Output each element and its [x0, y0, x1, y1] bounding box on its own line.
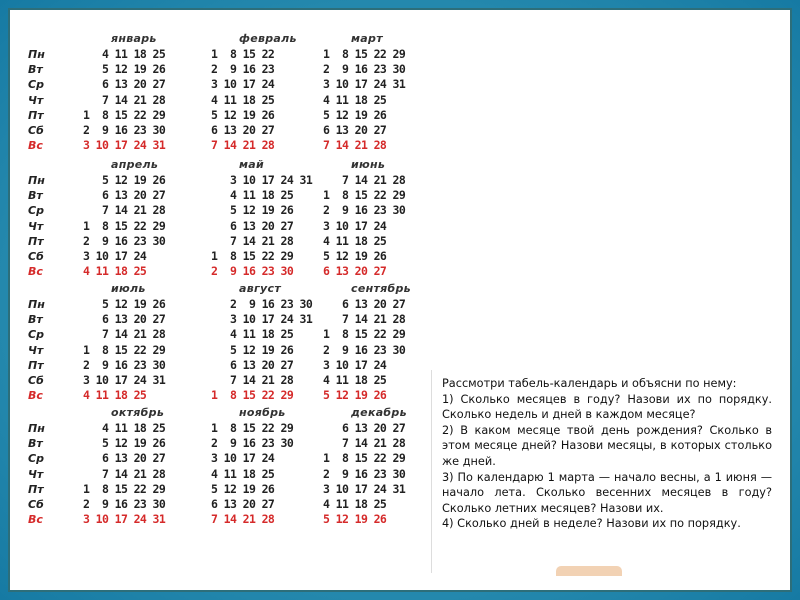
- week-row: 5 12 19 26: [83, 297, 166, 311]
- week-row: 5 12 19 26: [323, 512, 387, 527]
- week-row: 1 8 15 22 29: [83, 107, 166, 122]
- week-row: 3 10 17 24 31: [211, 173, 313, 187]
- week-row: 4 11 18 25: [323, 233, 387, 248]
- week-row: 1 8 15 22 29: [211, 388, 294, 403]
- week-row: 3 10 17 24: [323, 357, 387, 372]
- week-row: 6 13 20 27: [323, 264, 387, 279]
- week-row: 7 14 21 28: [211, 233, 294, 248]
- weekday-label: Вс: [28, 513, 43, 527]
- month-name: январь: [111, 32, 157, 45]
- task-question-4: 4) Сколько дней в неделе? Назови их по порядку.: [442, 517, 741, 531]
- weekday-label: Чт: [28, 219, 44, 233]
- week-row: 5 12 19 26: [323, 249, 387, 263]
- task-question-3: 3) По календарю 1 марта — начало весны, а 1 июня — начало лета. Сколько весенних месяцев в году? Сколько летних месяцев? Назови их.: [442, 470, 772, 515]
- weekday-label: Вт: [28, 189, 43, 203]
- month-name: сентябрь: [351, 282, 411, 295]
- week-row: 3 10 17 24 31: [323, 481, 406, 496]
- task-question-2: 2) В каком месяце твой день рождения? Сколько в этом месяце дней? Назови месяцы, в которых столько же дней.: [442, 423, 772, 468]
- week-row: 4 11 18 25: [83, 388, 147, 403]
- weekday-label: Ср: [28, 452, 44, 466]
- week-row: 2 9 16 23 30: [83, 357, 166, 372]
- weekday-label: Пн: [28, 48, 45, 61]
- week-row: 1 8 15 22 29: [323, 451, 406, 466]
- week-row: 2 9 16 23 30: [83, 497, 166, 511]
- week-row: 7 14 21 28: [83, 466, 166, 481]
- week-row: 6 13 20 27: [211, 218, 294, 233]
- month-name: май: [239, 158, 265, 171]
- month-name: август: [239, 282, 281, 295]
- month-name: октябрь: [111, 406, 165, 419]
- week-row: 7 14 21 28: [83, 203, 166, 218]
- week-row: 6 13 20 27: [83, 451, 166, 466]
- week-row: 4 11 18 25: [211, 466, 275, 481]
- week-row: 5 12 19 26: [211, 203, 294, 218]
- week-row: 6 13 20 27: [211, 123, 275, 137]
- task-box: [431, 370, 776, 573]
- weekday-label: Чт: [28, 343, 44, 357]
- week-row: 7 14 21 28: [323, 312, 406, 327]
- week-row: 3 10 17 24 31: [323, 77, 406, 92]
- weekday-label: Пт: [28, 482, 44, 496]
- week-row: 7 14 21 28: [323, 436, 406, 451]
- week-row: 7 14 21 28: [211, 512, 275, 527]
- week-row: 3 10 17 24: [323, 218, 387, 233]
- week-row: 2 9 16 23 30: [323, 203, 406, 218]
- weekday-label: Вс: [28, 265, 43, 279]
- week-row: 4 11 18 25: [211, 92, 275, 107]
- week-row: 2 9 16 23 30: [83, 233, 166, 248]
- weekday-label: Чт: [28, 467, 44, 481]
- week-row: 4 11 18 25: [323, 373, 387, 387]
- week-row: 3 10 17 24: [211, 451, 275, 466]
- task-text: [442, 376, 772, 532]
- week-row: 1 8 15 22 29: [211, 421, 294, 435]
- week-row: 5 12 19 26: [211, 342, 294, 357]
- weekday-label: Вт: [28, 63, 43, 77]
- weekday-label: Сб: [28, 250, 44, 263]
- week-row: 2 9 16 23 30: [323, 466, 406, 481]
- week-row: 4 11 18 25: [83, 264, 147, 279]
- week-row: 6 13 20 27: [83, 77, 166, 92]
- weekday-label: Сб: [28, 124, 44, 137]
- week-row: 1 8 15 22 29: [323, 188, 406, 203]
- weekday-label: Сб: [28, 498, 44, 511]
- weekday-label: Вс: [28, 389, 43, 403]
- calendar-page: [23, 20, 460, 530]
- week-row: 7 14 21 28: [83, 327, 166, 342]
- week-row: 5 12 19 26: [83, 62, 166, 77]
- weekday-label: Вт: [28, 313, 43, 327]
- week-row: 5 12 19 26: [211, 107, 275, 122]
- week-row: 7 14 21 28: [323, 138, 387, 153]
- week-row: 2 9 16 23 30: [211, 436, 294, 451]
- week-row: 4 11 18 25: [323, 497, 387, 511]
- week-row: 7 14 21 28: [83, 92, 166, 107]
- week-row: 6 13 20 27: [83, 188, 166, 203]
- week-row: 2 9 16 23 30: [211, 264, 294, 279]
- week-row: 2 9 16 23 30: [323, 62, 406, 77]
- weekday-label: Ср: [28, 204, 44, 218]
- week-row: 3 10 17 24 31: [83, 138, 166, 153]
- month-name: апрель: [111, 158, 159, 171]
- weekday-label: Ср: [28, 328, 44, 342]
- week-row: 1 8 15 22 29: [211, 249, 294, 263]
- week-row: 4 11 18 25: [323, 92, 387, 107]
- task-question-1: 1) Сколько месяцев в году? Назови их по порядку. Сколько недель и дней в каждом месяце?: [442, 392, 772, 422]
- week-row: 2 9 16 23 30: [83, 123, 166, 137]
- weekday-label: Пн: [28, 174, 45, 187]
- week-row: 7 14 21 28: [211, 373, 294, 387]
- week-row: 4 11 18 25: [211, 327, 294, 342]
- weekday-label: Пт: [28, 358, 44, 372]
- week-row: 1 8 15 22 29: [83, 342, 166, 357]
- week-row: 2 9 16 23: [211, 62, 275, 77]
- week-row: 3 10 17 24 31: [83, 512, 166, 527]
- month-name: февраль: [239, 32, 297, 45]
- weekday-label: Пн: [28, 298, 45, 311]
- weekday-label: Вт: [28, 437, 43, 451]
- weekday-label: Вс: [28, 139, 43, 153]
- week-row: 6 13 20 27: [323, 123, 387, 137]
- month-name: март: [351, 32, 383, 45]
- week-row: 2 9 16 23 30: [323, 342, 406, 357]
- week-row: 1 8 15 22: [211, 47, 275, 61]
- week-row: 5 12 19 26: [83, 436, 166, 451]
- weekday-label: Пт: [28, 234, 44, 248]
- week-row: 7 14 21 28: [211, 138, 275, 153]
- week-row: 1 8 15 22 29: [323, 327, 406, 342]
- weekday-label: Пн: [28, 422, 45, 435]
- month-name: ноябрь: [239, 406, 286, 419]
- weekday-label: Сб: [28, 374, 44, 387]
- week-row: 3 10 17 24 31: [83, 373, 166, 387]
- week-row: 6 13 20 27: [211, 357, 294, 372]
- month-name: декабрь: [351, 406, 407, 419]
- month-name: июль: [111, 282, 146, 295]
- week-row: 5 12 19 26: [83, 173, 166, 187]
- week-row: 1 8 15 22 29: [83, 481, 166, 496]
- weekday-label: Пт: [28, 108, 44, 122]
- week-row: 5 12 19 26: [323, 388, 387, 403]
- week-row: 3 10 17 24: [211, 77, 275, 92]
- week-row: 2 9 16 23 30: [211, 297, 313, 311]
- week-row: 4 11 18 25: [211, 188, 294, 203]
- week-row: 4 11 18 25: [83, 47, 166, 61]
- week-row: 3 10 17 24 31: [211, 312, 313, 327]
- task-intro: Рассмотри табель-календарь и объясни по нему:: [442, 377, 737, 390]
- week-row: 5 12 19 26: [211, 481, 275, 496]
- week-row: 4 11 18 25: [83, 421, 166, 435]
- month-name: июнь: [351, 158, 386, 171]
- weekday-label: Чт: [28, 93, 44, 107]
- week-row: 5 12 19 26: [323, 107, 387, 122]
- week-row: 7 14 21 28: [323, 173, 406, 187]
- weekday-label: Ср: [28, 78, 44, 92]
- week-row: 1 8 15 22 29: [83, 218, 166, 233]
- week-row: 6 13 20 27: [83, 312, 166, 327]
- week-row: 6 13 20 27: [323, 297, 406, 311]
- week-row: 6 13 20 27: [211, 497, 275, 511]
- week-row: 3 10 17 24: [83, 249, 147, 263]
- page-tab: [556, 566, 622, 576]
- week-row: 1 8 15 22 29: [323, 47, 406, 61]
- week-row: 6 13 20 27: [323, 421, 406, 435]
